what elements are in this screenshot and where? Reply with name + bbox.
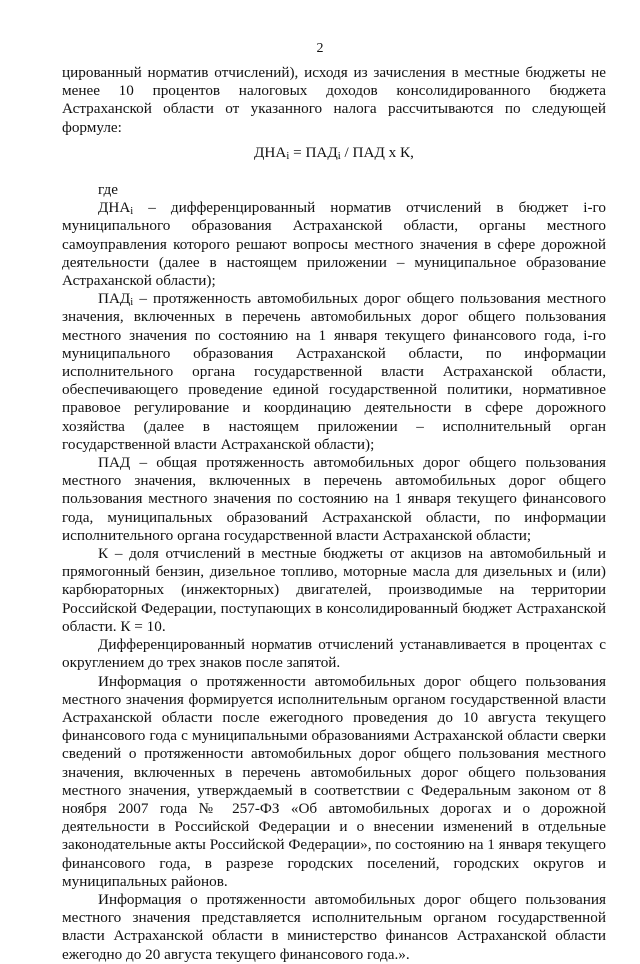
definition-text: – протяженность автомобильных дорог общего пользования местного значения, включенных в перечень автомобильных дорог общего пользования местного значения по состоянию на 1 января текущего финансового года, i-го муниципального образования Астраханской области, по информации исполнительного органа государственной власти Астраханской области, обеспечивающего проведение единой государственной политики, нормативное правовое регулирование и координацию деятельности в сфере дорожного хозяйства (далее в настоящем приложении – исполнительный орган государственной власти Астраханской области); <box>62 290 606 453</box>
definition-k <box>62 545 606 636</box>
where-label: где <box>98 181 118 199</box>
formula-pad-subscript: i <box>337 150 341 162</box>
definition-term-subscript: i <box>130 206 134 218</box>
definition-term: ПАД <box>98 290 131 308</box>
formula-lhs: ДНА <box>254 143 287 161</box>
definition-term: ПАД <box>98 454 131 472</box>
formula-lhs-subscript: i <box>286 150 290 162</box>
body-paragraph-info-formation: Информация о протяженности автомобильных дорог общего пользования местного значения формируется исполнительным органом государственной власти Астраханской области после ежегодного проведения до 10 августа текущего финансового года с муниципальными образованиями Астраханской области сверки сведений о протяженности автомобильных дорог общего пользования местного значения, включенных в перечень автомобильных дорог общего пользования местного значения, утверждаемый в соответствии с Федеральным законом от 8 ноября 2007 года № 257-ФЗ «Об автомобильных дорогах и о дорожной деятельности в Российской Федерации и о внесении изменений в отдельные законодательные акты Российской Федерации», по состоянию на 1 января текущего финансового года, в разрезе городских поселений, городских округов и муниципальных районов. <box>62 672 606 890</box>
formula-eq: = ПАД <box>289 143 338 161</box>
definition-text: – общая протяженность автомобильных дорог общего пользования местного значения, включенных в перечень автомобильных дорог общего пользования местного значения по состоянию на 1 января текущего финансового года, муниципальных образований Астраханской области, по информации исполнительного органа государственной власти Астраханской области; <box>62 454 606 544</box>
definition-term-subscript: i <box>130 297 134 309</box>
definition-text: – дифференцированный норматив отчислений в бюджет i-го муниципального образования Астраханской области, органы местного самоуправления которого решают вопросы местного значения в сфере дорожной деятельности (далее в настоящем приложении – муниципальное образование Астраханской области); <box>62 199 606 290</box>
definition-term: ДНА <box>98 199 131 217</box>
definition-pad-i <box>62 290 606 454</box>
formula-rhs: / ПАД x К, <box>340 143 414 161</box>
definition-pad <box>62 454 606 545</box>
definition-text: – доля отчислений в местные бюджеты от акцизов на автомобильный и прямогонный бензин, дизельное топливо, моторные масла для дизельных и (или) карбюраторных (инжекторных) двигателей, производимые на территории Российской Федерации, поступающих в консолидированный бюджет Астраханской области. К = 10. <box>62 545 606 635</box>
formula <box>62 144 606 162</box>
document-body <box>62 64 606 964</box>
page-number: 2 <box>316 41 324 56</box>
body-paragraph-info-submission: Информация о протяженности автомобильных дорог общего пользования местного значения представляется исполнительным органом государственной власти Астраханской области в министерство финансов Астраханской области ежегодно до 20 августа текущего финансового года.». <box>62 890 606 963</box>
definition-dna <box>62 199 606 290</box>
intro-paragraph: цированный норматив отчислений), исходя из зачисления в местные бюджеты не менее 10 процентов налоговых доходов консолидированного бюджета Астраханской области от указанного налога рассчитываются по следующей формуле: <box>62 64 606 136</box>
definition-term: К <box>98 545 109 563</box>
body-paragraph-rounding: Дифференцированный норматив отчислений устанавливается в процентах с округлением до трех знаков после запятой. <box>62 636 606 672</box>
